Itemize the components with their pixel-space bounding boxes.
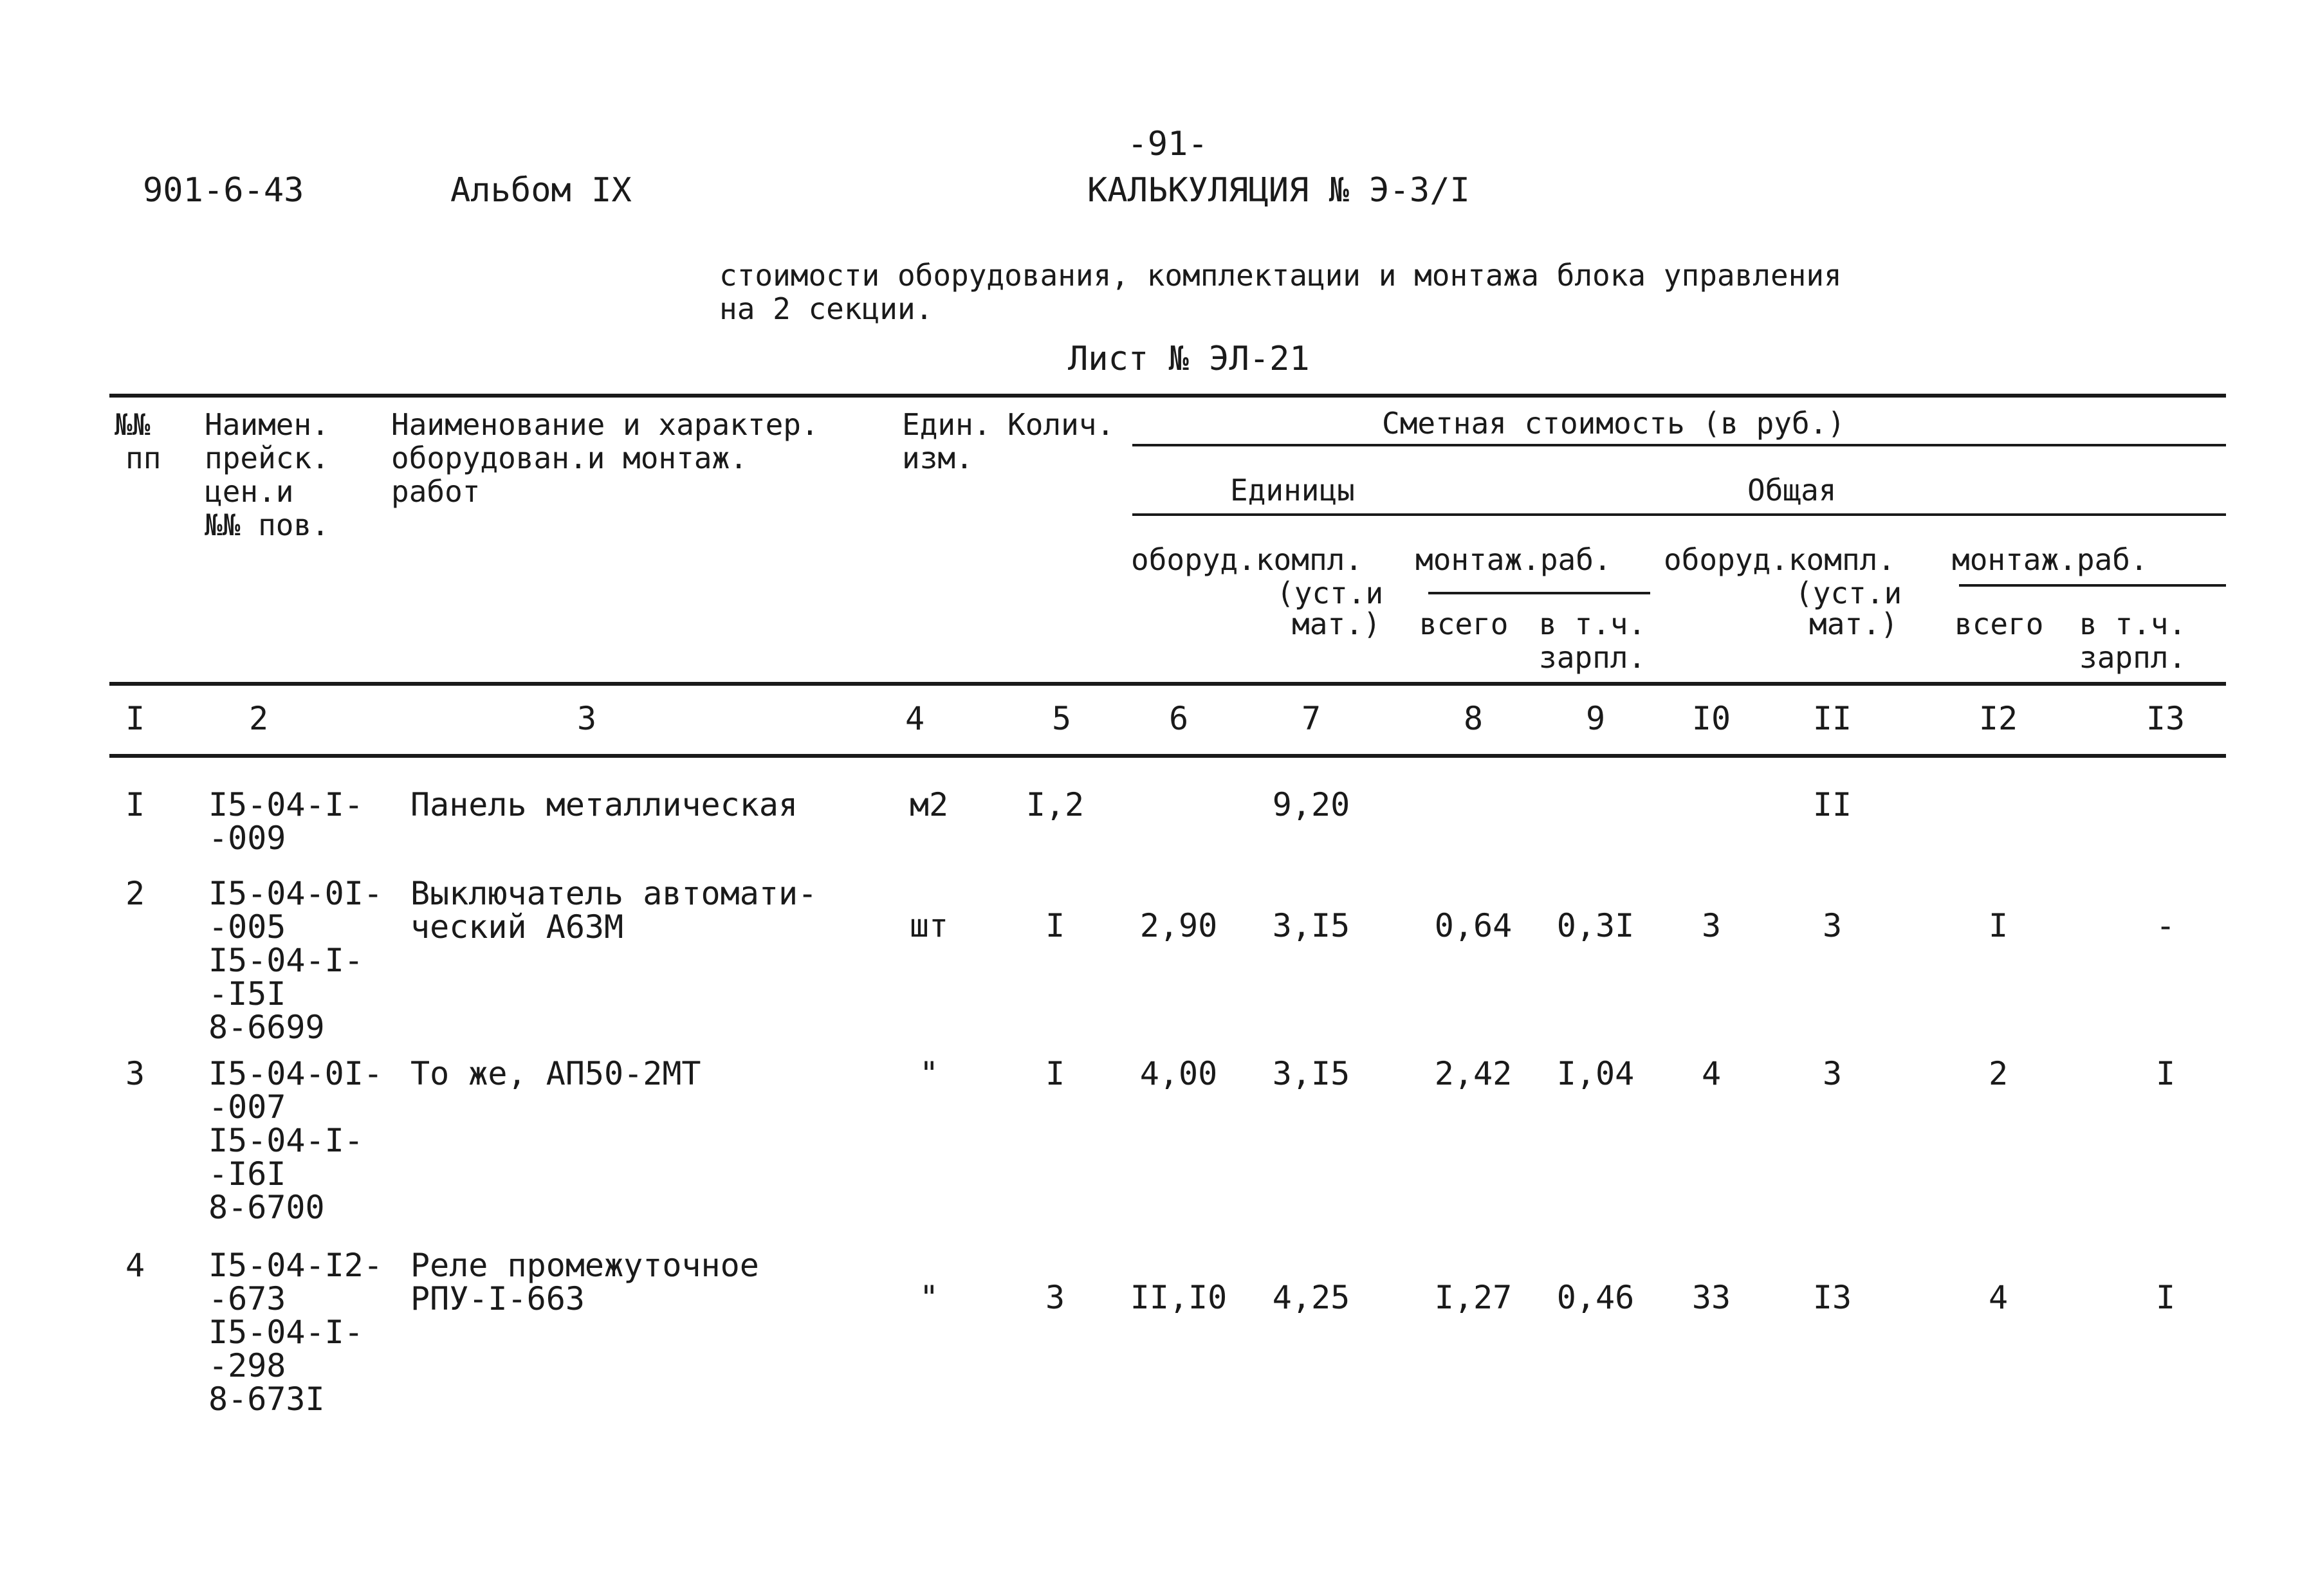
cost-c13: -	[2155, 907, 2176, 944]
header-name-3: работ	[391, 474, 481, 509]
sheet-number: Лист № ЭЛ-21	[1068, 340, 1310, 378]
row-number: I	[125, 786, 145, 823]
item-name-line: Выключатель автомати-	[410, 875, 818, 912]
cost-c8: I,27	[1434, 1279, 1513, 1316]
row-number: 2	[125, 875, 145, 912]
column-number-12: I2	[1978, 700, 2018, 737]
header-montazh-unit: монтаж.раб.	[1415, 542, 1612, 577]
header-ustmat-total-1: (уст.и	[1795, 576, 1902, 610]
header-per-unit: Единицы	[1230, 473, 1355, 508]
cost-c11: 3	[1822, 907, 1843, 944]
item-name-line: ческий А63М	[410, 908, 624, 946]
column-number-7: 7	[1301, 700, 1321, 737]
row-number: 4	[125, 1247, 145, 1284]
cost-c12: 4	[1988, 1279, 2009, 1316]
cost-c10: 3	[1701, 907, 1722, 944]
unit-of-measure: "	[919, 1055, 939, 1092]
price-code-line: -I6I	[208, 1155, 286, 1193]
header-code-1: Наимен.	[205, 407, 329, 442]
cost-c13: I	[2155, 1279, 2176, 1316]
column-number-5: 5	[1051, 700, 1072, 737]
cost-c11: I3	[1812, 1279, 1852, 1316]
column-number-4: 4	[905, 700, 925, 737]
header-ustmat-total-2: мат.)	[1809, 607, 1899, 641]
column-number-11: II	[1812, 700, 1852, 737]
header-equip-total: оборуд.компл.	[1664, 542, 1896, 577]
cost-c8: 0,64	[1434, 907, 1513, 944]
item-name-line: РПУ-I-663	[410, 1280, 585, 1317]
header-bottom-rule	[109, 682, 2226, 686]
header-vsego-total: всего	[1955, 607, 2044, 641]
price-code-line: I5-04-0I-	[208, 875, 383, 912]
header-code-3: цен.и	[205, 474, 294, 509]
col-numbers-rule	[109, 754, 2226, 758]
doc-code: 901-6-43	[143, 171, 304, 210]
column-number-9: 9	[1585, 700, 1606, 737]
header-num-1: №№	[115, 407, 151, 442]
cost-c7: 3,I5	[1272, 907, 1350, 944]
price-code-line: I5-04-I-	[208, 1122, 363, 1159]
header-unit-2: изм.	[902, 441, 973, 475]
price-code-line: -I5I	[208, 975, 286, 1013]
price-code-line: I5-04-I-	[208, 1314, 363, 1351]
cost-c10: 4	[1701, 1055, 1722, 1092]
cost-c7: 3,I5	[1272, 1055, 1350, 1092]
column-number-3: 3	[576, 700, 597, 737]
header-montazh-total: монтаж.раб.	[1952, 542, 2148, 577]
page-number: -91-	[1127, 125, 1208, 163]
subgroup-header-rule	[1132, 513, 2226, 516]
price-code-line: I5-04-0I-	[208, 1055, 383, 1092]
subtitle-line-2: на 2 секции.	[719, 291, 934, 326]
header-vtch-unit-2: зарпл.	[1539, 640, 1646, 675]
cost-c7: 4,25	[1272, 1279, 1350, 1316]
header-qty: Колич.	[1007, 407, 1115, 442]
album-label: Альбом IX	[450, 171, 632, 210]
cost-c6: II,I0	[1130, 1279, 1228, 1316]
quantity: I	[1045, 1055, 1065, 1092]
cost-c12: 2	[1988, 1055, 2009, 1092]
row-number: 3	[125, 1055, 145, 1092]
column-number-1: I	[125, 700, 145, 737]
header-name-2: оборудован.и монтаж.	[391, 441, 748, 475]
price-code-line: -298	[208, 1347, 286, 1384]
column-number-13: I3	[2146, 700, 2185, 737]
item-name-line: Панель металлическая	[410, 786, 798, 823]
price-code-line: -005	[208, 908, 286, 946]
cost-c12: I	[1988, 907, 2009, 944]
price-code-line: I5-04-I-	[208, 786, 363, 823]
cost-c10: 33	[1691, 1279, 1731, 1316]
item-name-line: Реле промежуточное	[410, 1247, 759, 1284]
price-code-line: -009	[208, 820, 286, 857]
table-top-rule	[109, 394, 2226, 398]
price-code-line: 8-673I	[208, 1380, 325, 1418]
price-code-line: 8-6700	[208, 1189, 325, 1226]
header-equip-unit: оборуд.компл.	[1131, 542, 1363, 577]
quantity: I	[1045, 907, 1065, 944]
cost-c11: 3	[1822, 1055, 1843, 1092]
montazh-unit-rule	[1428, 592, 1650, 594]
header-ustmat-unit-1: (уст.и	[1276, 576, 1384, 610]
header-ustmat-unit-2: мат.)	[1292, 607, 1381, 641]
header-vtch-total-1: в т.ч.	[2079, 607, 2187, 641]
cost-c13: I	[2155, 1055, 2176, 1092]
price-code-line: -673	[208, 1280, 286, 1317]
header-code-4: №№ пов.	[205, 508, 329, 542]
price-code-line: -007	[208, 1088, 286, 1126]
cost-c11: II	[1812, 786, 1852, 823]
header-code-2: прейск.	[205, 441, 329, 475]
header-total: Общая	[1747, 473, 1837, 508]
column-number-2: 2	[248, 700, 269, 737]
cost-c8: 2,42	[1434, 1055, 1513, 1092]
cost-c9: 0,3I	[1556, 907, 1635, 944]
cost-c9: I,04	[1556, 1055, 1635, 1092]
column-number-8: 8	[1463, 700, 1484, 737]
montazh-total-rule	[1959, 584, 2226, 587]
header-vtch-total-2: зарпл.	[2079, 640, 2187, 675]
header-num-2: пп	[125, 441, 161, 475]
quantity: 3	[1045, 1279, 1065, 1316]
quantity: I,2	[1026, 786, 1085, 823]
price-code-line: I5-04-I2-	[208, 1247, 383, 1284]
column-number-6: 6	[1168, 700, 1189, 737]
header-vtch-unit-1: в т.ч.	[1539, 607, 1646, 641]
item-name-line: То же, АП50-2МТ	[410, 1055, 701, 1092]
header-cost-group: Сметная стоимость (в руб.)	[1382, 406, 1846, 441]
header-vsego-unit: всего	[1419, 607, 1509, 641]
header-name-1: Наименование и характер.	[391, 407, 819, 442]
cost-c9: 0,46	[1556, 1279, 1635, 1316]
header-unit-1: Един.	[902, 407, 991, 442]
group-header-rule	[1132, 444, 2226, 446]
cost-c6: 4,00	[1139, 1055, 1218, 1092]
price-code-line: I5-04-I-	[208, 942, 363, 979]
subtitle-line-1: стоимости оборудования, комплектации и монтажа блока управления	[719, 258, 1842, 293]
column-number-10: I0	[1691, 700, 1731, 737]
cost-c6: 2,90	[1139, 907, 1218, 944]
cost-c7: 9,20	[1272, 786, 1350, 823]
price-code-line: 8-6699	[208, 1009, 325, 1046]
unit-of-measure: шт	[909, 907, 949, 944]
unit-of-measure: м2	[909, 786, 949, 823]
unit-of-measure: "	[919, 1279, 939, 1316]
document-title: КАЛЬКУЛЯЦИЯ № Э-3/I	[1087, 171, 1470, 210]
